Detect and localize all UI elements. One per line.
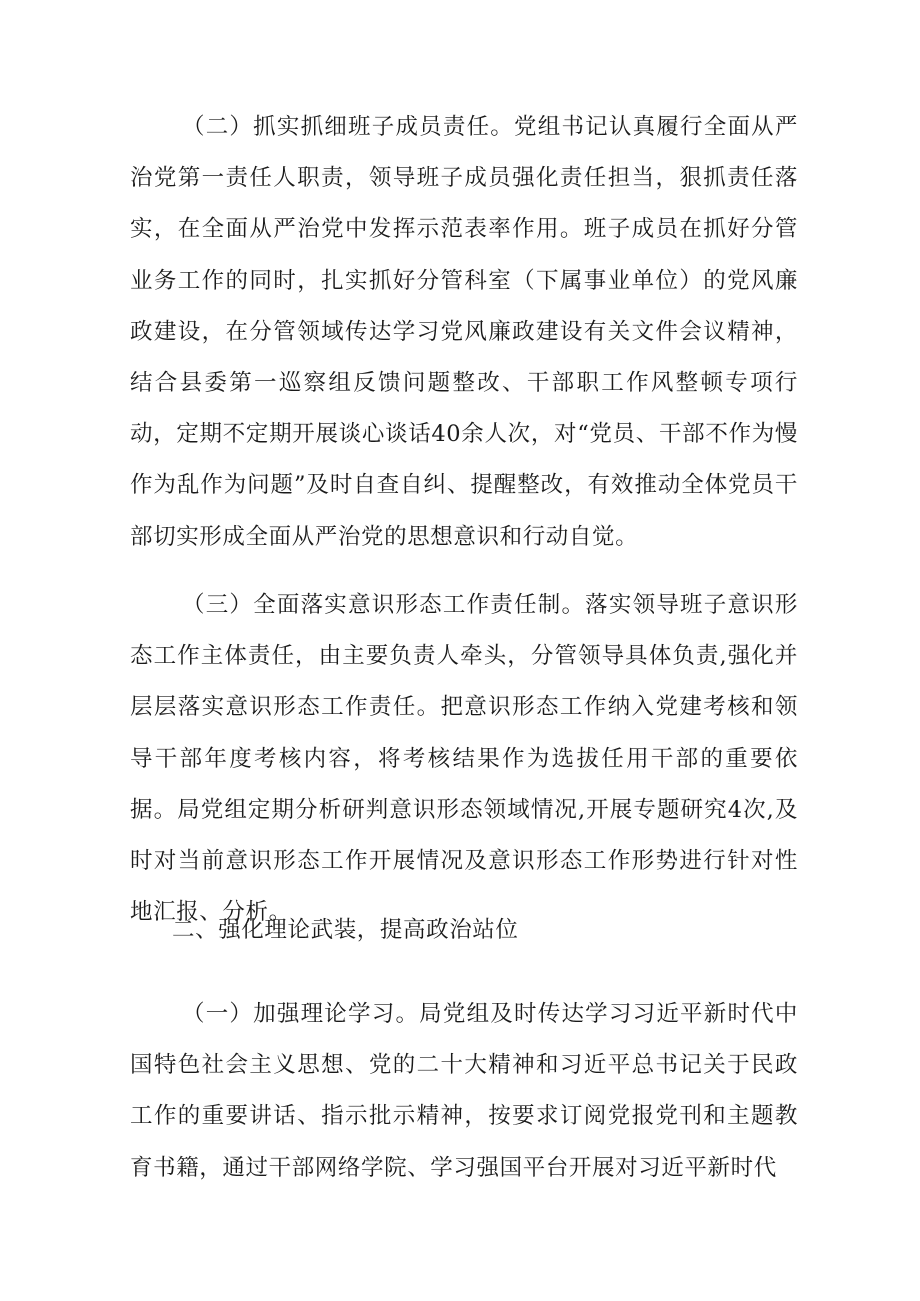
paragraph-theory-study: （一）加强理论学习。局党组及时传达学习习近平新时代中国特色社会主义思想、党的二十大精神和习近平总书记关于民政工作的重要讲话、指示批示精神，按要求订阅党报党刊和主题教育书籍，通过干部网络学院、学习强国平台开展对习近平新时代	[130, 1001, 798, 1181]
section-heading-theory: 二、强化理论武装，提高政治站位	[172, 917, 519, 943]
paragraph-ideology-responsibility: （三）全面落实意识形态工作责任制。落实领导班子意识形态工作主体责任，由主要负责人牵头，分管领导具体负责,强化并层层落实意识形态工作责任。把意识形态工作纳入党建考核和领导干部年度考核内容，将考核结果作为选拔任用干部的重要依据。局党组定期分析研判意识形态领域情况,开展专题研究4次,及时对当前意识形态工作开展情况及意识形态工作形势进行针对性地汇报、分析。	[130, 592, 798, 926]
paragraph-strengthen-team-responsibility: （二）抓实抓细班子成员责任。党组书记认真履行全面从严治党第一责任人职责，领导班子成员强化责任担当，狠抓责任落实，在全面从严治党中发挥示范表率作用。班子成员在抓好分管业务工作的同时，扎实抓好分管科室（下属事业单位）的党风廉政建设，在分管领域传达学习党风廉政建设有关文件会议精神，结合县委第一巡察组反馈问题整改、干部职工作风整顿专项行动，定期不定期开展谈心谈话40余人次，对“党员、干部不作为慢作为乱作为问题”及时自查自纠、提醒整改，有效推动全体党员干部切实形成全面从严治党的思想意识和行动自觉。	[130, 114, 798, 550]
